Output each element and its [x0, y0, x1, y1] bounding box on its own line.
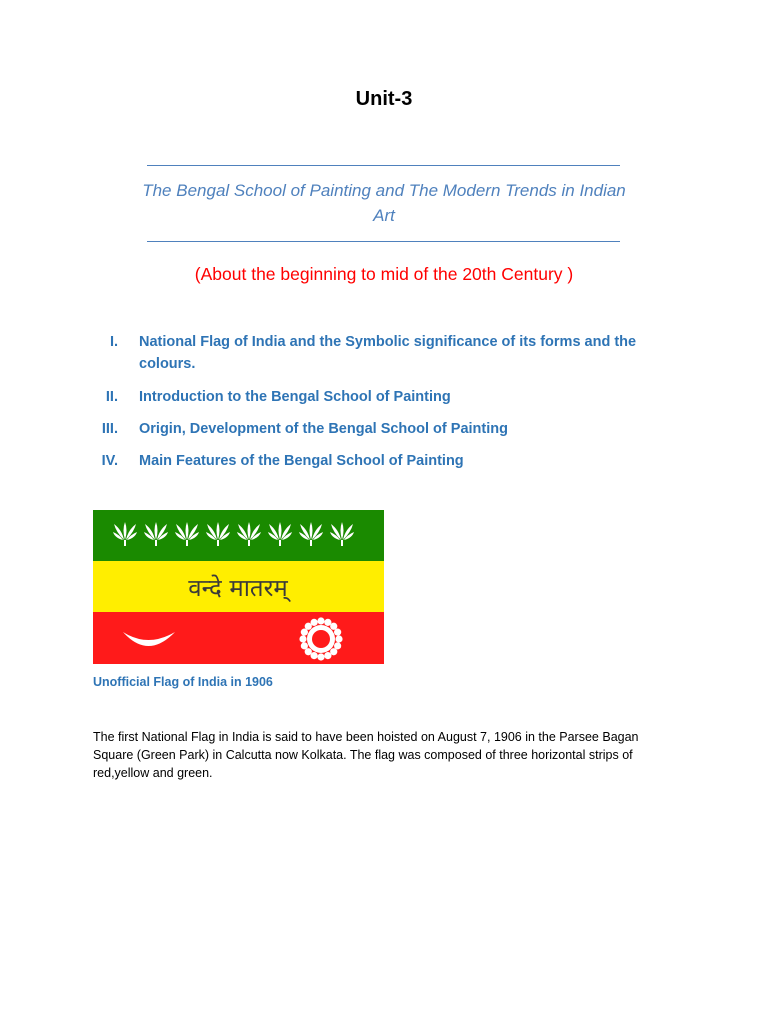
- bottom-rule: [147, 241, 620, 242]
- flag-caption: Unofficial Flag of India in 1906: [93, 675, 273, 689]
- period-note: (About the beginning to mid of the 20th Century ): [194, 264, 574, 284]
- toc-text: Main Features of the Bengal School of Painting: [139, 453, 464, 469]
- top-rule: [147, 165, 620, 166]
- sun-icon: [299, 617, 342, 660]
- flag-image: [93, 510, 384, 664]
- toc-number: IV.: [101, 453, 118, 469]
- body-paragraph: The first National Flag in India is said to have been hoisted on August 7, 1906 in the Parsee Bagan Square (Green Park) in Calcutta now Kolkata. The flag was composed of three horizontal strips of red,yellow and green.: [93, 730, 639, 780]
- toc-text: Introduction to the Bengal School of Painting: [139, 389, 451, 405]
- toc-number: I.: [109, 334, 118, 350]
- flag-stripe-green: [93, 510, 384, 561]
- toc-number: III.: [101, 421, 118, 437]
- toc-number: II.: [105, 389, 118, 405]
- toc-text: Origin, Development of the Bengal School of Painting: [139, 421, 508, 437]
- unit-title: Unit-3: [355, 88, 413, 110]
- toc-text: National Flag of India and the Symbolic significance of its forms and the colours.: [139, 334, 637, 372]
- subtitle: The Bengal School of Painting and The Modern Trends in Indian Art: [142, 181, 626, 225]
- flag-motto: वन्दे मातरम्: [188, 574, 288, 602]
